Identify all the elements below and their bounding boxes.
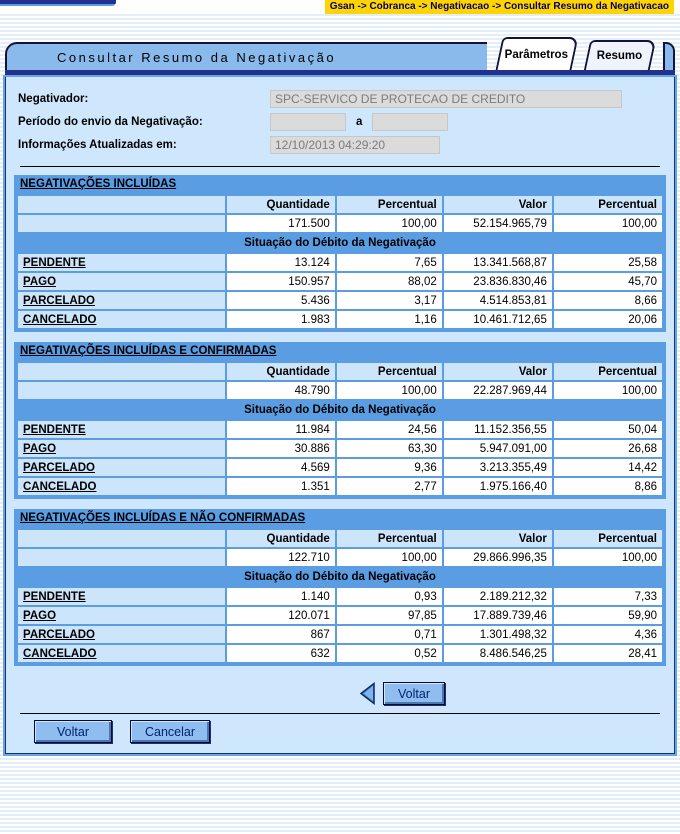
col-valor: Valor — [444, 363, 552, 380]
col-quantidade: Quantidade — [227, 363, 335, 380]
page-title-bar — [5, 42, 487, 70]
col-percentual: Percentual — [337, 363, 442, 380]
bottom-actions — [34, 720, 668, 743]
table-row: PENDENTE 11.984 24,56 11.152.356,55 50,04 — [18, 421, 662, 438]
section-title: NEGATIVAÇÕES INCLUÍDAS — [20, 178, 177, 190]
status-link[interactable]: PENDENTE — [18, 254, 225, 271]
section-table — [16, 528, 664, 664]
table-row: CANCELADO 1.351 2,77 1.975.166,40 8,86 — [18, 478, 662, 495]
status-link[interactable]: PENDENTE — [18, 588, 225, 605]
periodo-label: Período do envio da Negativação: — [18, 115, 203, 128]
section-table — [16, 194, 664, 330]
col-quantidade: Quantidade — [227, 530, 335, 547]
section-title: NEGATIVAÇÕES INCLUÍDAS E NÃO CONFIRMADAS — [20, 512, 306, 524]
breadcrumb[interactable]: Gsan -> Cobranca -> Negativacao -> Consultar Resumo da Negativacao — [325, 0, 674, 14]
tab-resumo[interactable]: Resumo — [584, 40, 656, 70]
situacao-subheader: Situação do Débito da Negativação — [244, 404, 436, 416]
subheader-row — [18, 234, 662, 252]
subheader-row — [18, 401, 662, 419]
table-row: PARCELADO 4.569 9,36 3.213.355,49 14,42 — [18, 459, 662, 476]
status-link[interactable]: PARCELADO — [18, 292, 225, 309]
status-link[interactable]: PENDENTE — [18, 421, 225, 438]
negativador-label: Negativador: — [18, 92, 89, 105]
section-table — [16, 361, 664, 497]
status-link[interactable]: PARCELADO — [18, 626, 225, 643]
table-header-row — [18, 196, 662, 213]
situacao-subheader: Situação do Débito da Negativação — [244, 571, 436, 583]
atualizado-field: 12/10/2013 04:29:20 — [270, 136, 440, 154]
form-row-atualizado — [18, 135, 662, 154]
table-row: PENDENTE 1.140 0,93 2.189.212,32 7,33 — [18, 588, 662, 605]
status-link[interactable]: PARCELADO — [18, 459, 225, 476]
total-row: 122.710 100,00 29.866.996,35 100,00 — [18, 549, 662, 566]
col-percentual2: Percentual — [554, 196, 662, 213]
col-percentual: Percentual — [337, 530, 442, 547]
status-link[interactable]: CANCELADO — [18, 645, 225, 662]
periodo-to-field — [372, 113, 448, 131]
section-title: NEGATIVAÇÕES INCLUÍDAS E CONFIRMADAS — [20, 345, 277, 357]
main-panel — [5, 36, 675, 754]
panel-body — [5, 77, 675, 754]
panel-title-row — [5, 36, 675, 70]
voltar-button[interactable]: Voltar — [34, 720, 112, 743]
periodo-separator: a — [356, 115, 363, 128]
title-bar-right-cap — [663, 42, 675, 70]
col-valor: Valor — [444, 196, 552, 213]
table-row: PAGO 30.886 63,30 5.947.091,00 26,68 — [18, 440, 662, 457]
mid-actions — [12, 682, 668, 705]
status-link[interactable]: PAGO — [18, 440, 225, 457]
col-percentual2: Percentual — [554, 363, 662, 380]
status-link[interactable]: PAGO — [18, 607, 225, 624]
section-incluidas-confirmadas — [14, 342, 666, 499]
subheader-row — [18, 568, 662, 586]
col-percentual2: Percentual — [554, 530, 662, 547]
form-divider — [20, 166, 660, 167]
table-header-row — [18, 530, 662, 547]
table-row: PAGO 120.071 97,85 17.889.739,46 59,90 — [18, 607, 662, 624]
situacao-subheader: Situação do Débito da Negativação — [244, 237, 436, 249]
tab-parametros[interactable]: Parâmetros — [495, 37, 578, 70]
periodo-from-field — [270, 113, 346, 131]
table-header-row — [18, 363, 662, 380]
col-valor: Valor — [444, 530, 552, 547]
section-incluidas — [14, 175, 666, 332]
status-link[interactable]: PAGO — [18, 273, 225, 290]
form-row-negativador — [18, 89, 662, 108]
table-row: PAGO 150.957 88,02 23.836.830,46 45,70 — [18, 273, 662, 290]
table-row: CANCELADO 1.983 1,16 10.461.712,65 20,06 — [18, 311, 662, 328]
section-incluidas-nao-confirmadas — [14, 509, 666, 666]
table-row: PARCELADO 867 0,71 1.301.498,32 4,36 — [18, 626, 662, 643]
voltar-mid-button[interactable]: Voltar — [383, 682, 445, 705]
table-row: CANCELADO 632 0,52 8.486.546,25 28,41 — [18, 645, 662, 662]
negativador-field: SPC-SERVICO DE PROTECAO DE CREDITO — [270, 90, 622, 108]
total-row: 171.500 100,00 52.154.965,79 100,00 — [18, 215, 662, 232]
page-title: Consultar Resumo da Negativação — [57, 49, 337, 65]
cancelar-button[interactable]: Cancelar — [130, 720, 210, 743]
app-logo-stub — [0, 0, 116, 6]
footer-divider — [20, 713, 660, 714]
col-percentual: Percentual — [337, 196, 442, 213]
form-row-periodo — [18, 112, 662, 131]
atualizado-label: Informações Atualizadas em: — [18, 138, 177, 151]
status-link[interactable]: CANCELADO — [18, 478, 225, 495]
col-quantidade: Quantidade — [227, 196, 335, 213]
back-arrow-icon — [359, 682, 376, 705]
status-link[interactable]: CANCELADO — [18, 311, 225, 328]
table-row: PENDENTE 13.124 7,65 13.341.568,87 25,58 — [18, 254, 662, 271]
top-strip — [0, 0, 680, 14]
table-row: PARCELADO 5.436 3,17 4.514.853,81 8,66 — [18, 292, 662, 309]
header-divider-band — [5, 70, 675, 77]
total-row: 48.790 100,00 22.287.969,44 100,00 — [18, 382, 662, 399]
